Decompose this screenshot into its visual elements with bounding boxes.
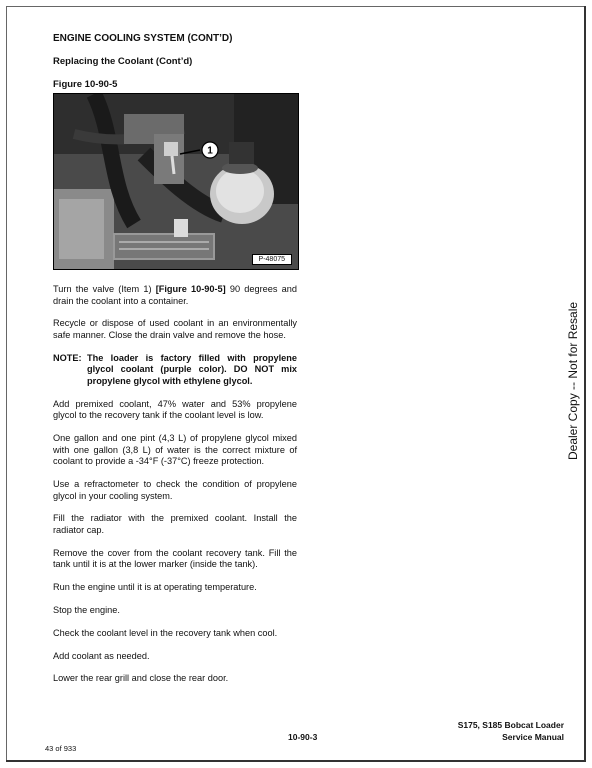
step-paragraph: Stop the engine. [53,604,120,615]
paragraph-turn-valve [53,284,297,307]
step-paragraph: Remove the cover from the coolant recovery tank. Fill the tank until it is at the lower marker (inside the tank). [53,547,297,570]
section-heading: ENGINE COOLING SYSTEM (CONT’D) [53,33,233,44]
step-paragraph: Add coolant as needed. [53,650,150,661]
footer-page-code: 10-90-3 [288,732,318,742]
paragraph-text: 90 degrees and drain the coolant into a container. [53,284,297,306]
step-paragraph: Run the engine until it is at operating temperature. [53,582,257,593]
footer-model: S175, S185 Bobcat Loader [457,720,564,730]
step-paragraph: Fill the radiator with the premixed coolant. Install the radiator cap. [53,513,297,536]
frame-shadow-bottom [6,760,586,762]
photo-id-label: P-48075 [252,254,292,265]
body-text [53,284,297,696]
figure-reference-link[interactable]: [Figure 10-90-5] [155,284,226,294]
note-label: NOTE: [53,352,82,363]
callout-1-label: 1 [207,145,213,157]
paragraph-text: Turn the valve (Item 1) [53,284,156,294]
note-text: The loader is factory filled with propylene glycol coolant (purple color). DO NOT mix propylene glycol with ethylene glycol. [87,352,297,386]
figure-caption: Figure 10-90-5 [53,79,118,90]
step-paragraph: One gallon and one pint (4,3 L) of propylene glycol mixed with one gallon (3,8 L) of water is the correct mixture of coolant to provide a -34°F (-37°C) freeze protection. [53,433,297,467]
frame-shadow-right [584,6,586,762]
step-paragraph: Check the coolant level in the recovery tank when cool. [53,627,278,638]
footer-manual: Service Manual [502,732,564,742]
dealer-copy-watermark: Dealer Copy -- Not for Resale [566,301,580,460]
step-paragraph: Use a refractometer to check the condition of propylene glycol in your cooling system. [53,479,297,501]
figure-photo [53,93,299,270]
page-counter: 43 of 933 [45,744,77,753]
note-block [53,353,297,388]
step-paragraph: Lower the rear grill and close the rear door. [53,673,229,684]
subsection-heading: Replacing the Coolant (Cont’d) [53,56,193,67]
step-paragraph: Add premixed coolant, 47% water and 53% propylene glycol to the recovery tank if the coolant level is low. [53,398,297,421]
engine-photo-illustration [54,94,298,269]
paragraph-recycle: Recycle or dispose of used coolant in an environmentally safe manner. Close the drain valve and remove the hose. [53,318,297,340]
